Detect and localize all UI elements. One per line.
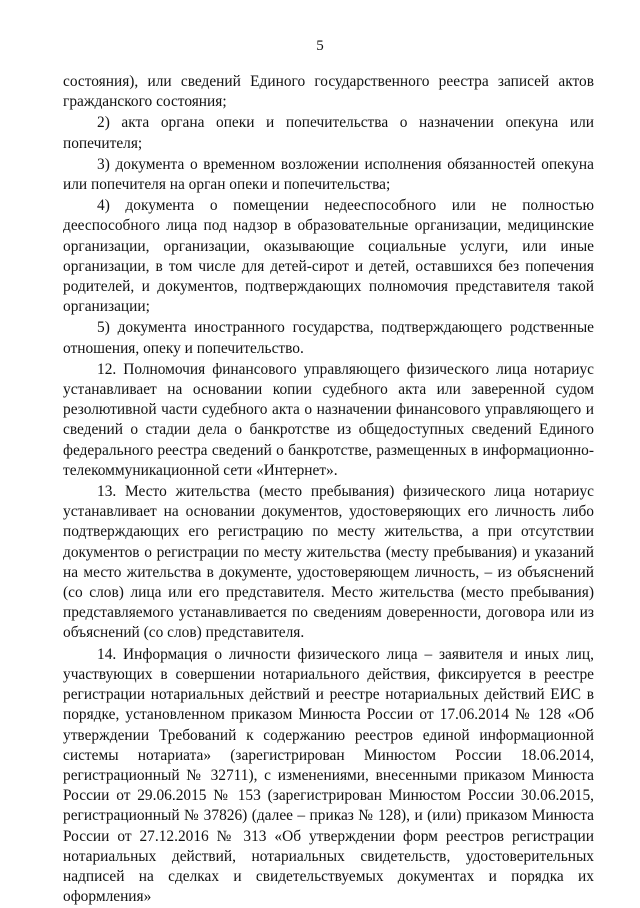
paragraph-item-4: 4) документа о помещении недееспособного или не полностью дееспособного лица под надзор в образовательные организации, медицинские организации, организации, оказывающие социальные услуги, или иные организации, в том числе для детей-сирот и детей, оставшихся без попечения родителей, и документов, подтверждающих полномочия представителя такой организации; <box>63 197 594 316</box>
paragraph-section-12: 12. Полномочия финансового управляющего физического лица нотариус устанавливает на основании копии судебного акта или заверенной судом резолютивной части судебного акта о назначении финансового управляющего и сведений о стадии дела о банкротстве из общедоступных сведений Единого федерального реестра сведений о банкротстве, размещенных в информационно-телекоммуникационной сети «Интернет». <box>63 360 594 479</box>
document-body <box>63 72 594 908</box>
paragraph-item-5: 5) документа иностранного государства, подтверждающего родственные отношения, опеку и попечительство. <box>63 319 594 357</box>
paragraph-section-14: 14. Информация о личности физического лица – заявителя и иных лиц, участвующих в совершении нотариального действия, фиксируется в реестре регистрации нотариальных действий и реестре нотариальных действий ЕИС в порядке, установленном приказом Минюста России от 17.06.2014 № 128 «Об утверждении Требований к содержанию реестров единой информационной системы нотариата» (зарегистрирован Минюстом России 18.06.2014, регистрационный № 32711), с изменениями, внесенными приказом Минюста России от 29.06.2015 № 153 (зарегистрирован Минюстом России 30.06.2015, регистрационный № 37826) (далее – приказ № 128), и (или) приказом Минюста России от 27.12.2016 № 313 «Об утверждении форм реестров регистрации нотариальных действий, нотариальных свидетельств, удостоверительных надписей на сделках и свидетельствуемых документах и порядка их оформления» <box>63 645 594 906</box>
paragraph-continuation: состояния), или сведений Единого государственного реестра записей актов гражданского состояния; <box>63 73 594 111</box>
paragraph-item-2: 2) акта органа опеки и попечительства о назначении опекуна или попечителя; <box>63 114 594 152</box>
paragraph-item-3: 3) документа о временном возложении исполнения обязанностей опекуна или попечителя на орган опеки и попечительства; <box>63 155 594 194</box>
paragraph-section-13: 13. Место жительства (место пребывания) физического лица нотариус устанавливает на основании документов, удостоверяющих его личность либо подтверждающих его регистрацию по месту жительства, а при отсутствии документов о регистрации по месту жительства (месту пребывания) и указаний на место жительства в документе, удостоверяющем личность, – из объяснений (со слов) лица или его представителя. Место жительства (место пребывания) представляемого устанавливается по сведениям доверенности, договора или из объяснений (со слов) представителя. <box>63 483 594 642</box>
page-number: 5 <box>316 38 324 54</box>
